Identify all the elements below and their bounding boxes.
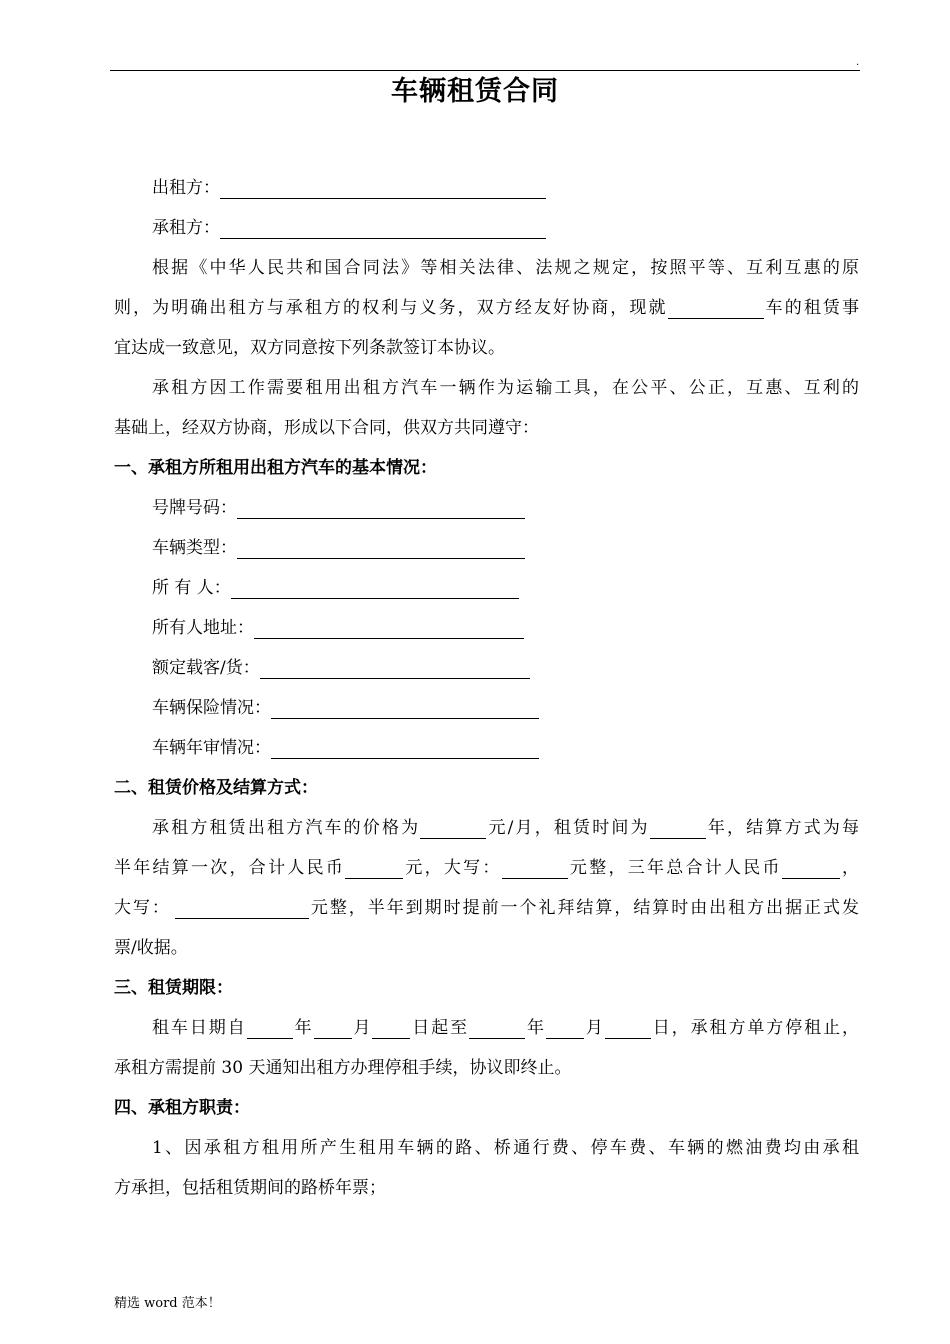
- lessee-label: 承租方：: [152, 218, 220, 238]
- owner-address-line: [114, 608, 859, 648]
- section3-line1: [114, 1008, 859, 1048]
- lessor-label: 出租方：: [152, 178, 220, 198]
- lessor-line: [114, 168, 859, 208]
- uppercase-text-b: 元整，半年到期时提前一个礼拜结算，结算时由出租方出据正式发: [308, 898, 859, 918]
- term-month1: 月: [351, 1018, 373, 1038]
- section2-line2: [114, 848, 859, 888]
- header-corner-mark: .: [856, 57, 860, 68]
- three-year-uppercase-blank[interactable]: [175, 896, 309, 919]
- preamble-p1-line2-text-b: 车的租赁事: [763, 298, 860, 318]
- owner-address-blank[interactable]: [254, 616, 524, 639]
- term-day-from: 日起至: [410, 1018, 470, 1038]
- end-year-blank[interactable]: [469, 1016, 525, 1039]
- section2-line4: 票/收据。: [114, 938, 188, 958]
- term-year1: 年: [292, 1018, 314, 1038]
- vehicle-blank[interactable]: [668, 296, 764, 319]
- inspection-label: 车辆年审情况：: [152, 738, 271, 758]
- document-title: 车辆租赁合同: [391, 76, 559, 107]
- section3-heading: 三、租赁期限：: [114, 978, 233, 998]
- plate-line: [114, 488, 859, 528]
- monthly-price-blank[interactable]: [420, 816, 486, 839]
- term-month2: 月: [583, 1018, 605, 1038]
- uppercase-text-a: 大写：: [114, 898, 171, 918]
- owner-label: 所 有 人：: [152, 578, 231, 598]
- vehicle-type-label: 车辆类型：: [152, 538, 237, 558]
- document-body: [114, 168, 859, 1208]
- preamble-p1-line2-text-a: 则，为明确出租方与承租方的权利与义务，双方经友好协商，现就: [114, 298, 668, 318]
- capacity-label: 额定载客/货：: [152, 658, 260, 678]
- section2-line3: [114, 888, 859, 928]
- header-rule: [110, 70, 860, 71]
- plate-blank[interactable]: [237, 496, 525, 519]
- section2-heading: 二、租赁价格及结算方式：: [114, 778, 318, 798]
- lease-years-blank[interactable]: [650, 816, 706, 839]
- owner-line: [114, 568, 859, 608]
- capacity-blank[interactable]: [260, 656, 530, 679]
- term-year2: 年: [525, 1018, 546, 1038]
- vehicle-type-blank[interactable]: [237, 536, 525, 559]
- settle-text-d: ，: [839, 858, 860, 878]
- price-text-a: 承租方租赁出租方汽车的价格为: [152, 818, 421, 838]
- half-year-uppercase-blank[interactable]: [502, 856, 568, 879]
- section4-item1-line1: 1、因承租方租用所产生租用车辆的路、桥通行费、停车费、车辆的燃油费均由承租: [152, 1138, 859, 1158]
- inspection-line: [114, 728, 859, 768]
- end-month-blank[interactable]: [546, 1016, 584, 1039]
- plate-label: 号牌号码：: [152, 498, 237, 518]
- section4-item1-line2: 方承担，包括租赁期间的路桥年票；: [114, 1178, 386, 1198]
- insurance-blank[interactable]: [271, 696, 539, 719]
- term-text-end: 日，承租方单方停租止，: [650, 1018, 860, 1038]
- preamble-p1-line1: 根据《中华人民共和国合同法》等相关法律、法规之规定，按照平等、互利互惠的原: [152, 258, 859, 278]
- start-year-blank[interactable]: [247, 1016, 293, 1039]
- three-year-total-blank[interactable]: [782, 856, 840, 879]
- owner-address-label: 所有人地址：: [152, 618, 254, 638]
- insurance-label: 车辆保险情况：: [152, 698, 271, 718]
- section4-heading: 四、承租方职责：: [114, 1098, 250, 1118]
- half-year-total-blank[interactable]: [345, 856, 403, 879]
- settle-text-c: 元整，三年总合计人民币: [567, 858, 782, 878]
- insurance-line: [114, 688, 859, 728]
- end-day-blank[interactable]: [605, 1016, 651, 1039]
- price-text-b: 元/月，租赁时间为: [486, 818, 650, 838]
- start-day-blank[interactable]: [372, 1016, 410, 1039]
- owner-blank[interactable]: [231, 576, 519, 599]
- settle-text-a: 半年结算一次，合计人民币: [114, 858, 346, 878]
- settle-text-b: 元，大写：: [403, 858, 502, 878]
- vehicle-type-line: [114, 528, 859, 568]
- page-footer: 精选 word 范本！: [114, 1296, 221, 1311]
- price-text-c: 年，结算方式为每: [705, 818, 860, 838]
- start-month-blank[interactable]: [314, 1016, 352, 1039]
- inspection-blank[interactable]: [271, 736, 539, 759]
- capacity-line: [114, 648, 859, 688]
- preamble-p2-line2: 基础上，经双方协商，形成以下合同，供双方共同遵守：: [114, 418, 539, 438]
- lessee-blank[interactable]: [220, 216, 546, 239]
- section2-line1: [114, 808, 859, 848]
- section3-line2: 承租方需提前 30 天通知出租方办理停租手续，协议即终止。: [114, 1058, 572, 1078]
- lessee-line: [114, 208, 859, 248]
- preamble-p1-line3: 宜达成一致意见，双方同意按下列条款签订本协议。: [114, 338, 505, 358]
- section1-heading: 一、承租方所租用出租方汽车的基本情况：: [114, 458, 437, 478]
- term-text-a: 租车日期自: [152, 1018, 247, 1038]
- preamble-p1-line2: [114, 288, 859, 328]
- lessor-blank[interactable]: [220, 176, 546, 199]
- preamble-p2-line1: 承租方因工作需要租用出租方汽车一辆作为运输工具，在公平、公正，互惠、互利的: [152, 378, 859, 398]
